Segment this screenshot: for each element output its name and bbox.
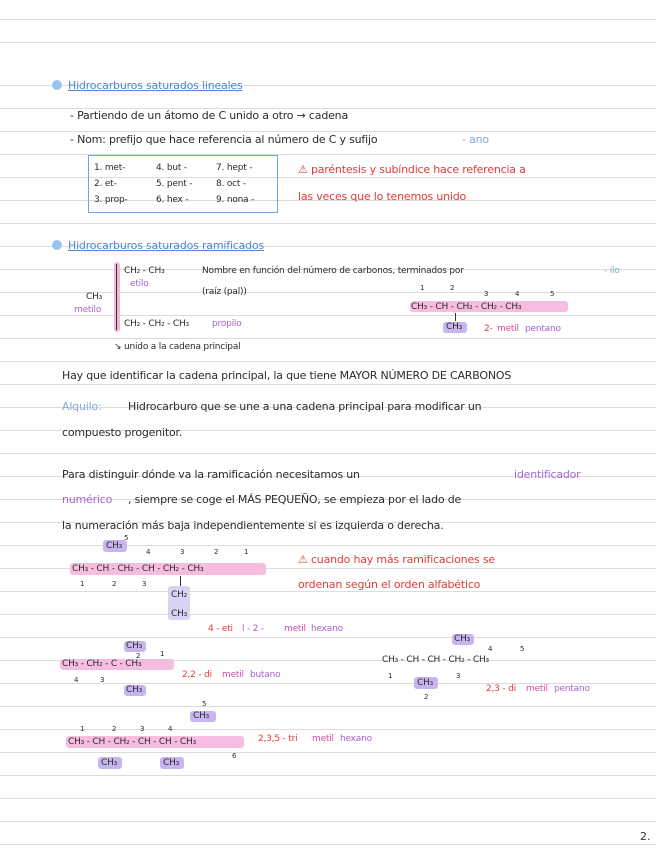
- heading-saturados-lineales: Hidrocarburos saturados lineales: [68, 79, 243, 92]
- dimetilbutano-num-2: 2: [136, 652, 141, 660]
- prefix-8: 8. oct -: [216, 179, 246, 189]
- dimetilpentano-name-a: 2,3 - di: [486, 684, 516, 694]
- trimetilhexano-up-num-4: 4: [168, 725, 173, 733]
- prefix-9: 9. nona -: [216, 195, 255, 205]
- branch-etilo: etilo: [130, 279, 149, 289]
- dimetilbutano-bottom: CH₃: [126, 685, 143, 695]
- dimetilpentano-num-4: 4: [488, 645, 493, 653]
- trimetilhexano-chain: CH₃ - CH - CH₂ - CH - CH - CH₃: [68, 737, 196, 747]
- trimetilhexano-top: CH₃: [193, 711, 210, 721]
- dimetilpentano-name-b: metil: [526, 684, 548, 694]
- line-nomenclatura-suffix: - ano: [462, 133, 489, 146]
- dimetilbutano-num-3: 3: [100, 676, 105, 684]
- bullet-dot: [52, 80, 62, 90]
- dimetilpentano-bottom: CH₃: [417, 678, 434, 688]
- branch-rule-suffix: - ilo: [604, 266, 620, 276]
- etilmetilhexano-low-num-3: 3: [142, 580, 147, 588]
- para-ramificacion-2a: numérico: [62, 493, 113, 506]
- metilpentano-chain: CH₃ - CH - CH₂ - CH₂ - CH₃: [411, 302, 522, 312]
- trimetilhexano-name-c: hexano: [340, 734, 372, 744]
- branch-rule-1: Nombre en función del número de carbonos, terminados por: [202, 266, 464, 276]
- trimetilhexano-bottom-1: CH₃: [101, 758, 118, 768]
- etilmetilhexano-name-a: 4 - eti: [208, 624, 233, 634]
- etilmetilhexano-name-d: hexano: [311, 624, 343, 634]
- page-number: 2.: [640, 830, 651, 843]
- warning-alfabetico-1: ⚠ cuando hay más ramificaciones se: [298, 553, 495, 566]
- trimetilhexano-bottom-2: CH₃: [163, 758, 180, 768]
- metilpentano-num-2: 2: [450, 284, 455, 292]
- metilpentano-num-4: 4: [515, 290, 520, 298]
- trimetilhexano-up-num-3: 3: [140, 725, 145, 733]
- etilmetilhexano-name-b: l - 2 -: [242, 624, 264, 634]
- metilpentano-name-num: 2-: [484, 324, 493, 334]
- etilmetilhexano-top: CH₃: [106, 541, 123, 551]
- metilpentano-name-metil: metil: [497, 324, 519, 334]
- line-nomenclatura: - Nom: prefijo que hace referencia al número de C y sufijo: [70, 133, 378, 146]
- dimetilpentano-num-5: 5: [520, 645, 525, 653]
- dimetilpentano-num-1: 1: [388, 672, 393, 680]
- para-ramificacion-1a: Para distinguir dónde va la ramificación necesitamos un: [62, 468, 360, 481]
- prefix-6: 6. hex -: [156, 195, 189, 205]
- dimetilpentano-name-c: pentano: [554, 684, 590, 694]
- etilmetilhexano-up-num-2: 2: [214, 548, 219, 556]
- line-partiendo: - Partiendo de un átomo de C unido a otro → cadena: [70, 109, 348, 122]
- para-ramificacion-1b: identificador: [514, 468, 581, 481]
- trimetilhexano-up-num-2: 2: [112, 725, 117, 733]
- branch-top-chain: CH₂ - CH₃: [124, 266, 165, 276]
- dimetilbutano-top: CH₃: [126, 641, 143, 651]
- alquilo-line-2: compuesto progenitor.: [62, 426, 183, 439]
- dimetilpentano-num-3: 3: [456, 672, 461, 680]
- metilpentano-num-3: 3: [484, 290, 489, 298]
- bullet-dot: [52, 240, 62, 250]
- etilmetilhexano-down-2: CH₃: [171, 609, 188, 619]
- alquilo-label: Alquilo:: [62, 400, 102, 413]
- dimetilpentano-chain: CH₃ - CH - CH - CH₂ - CH₃: [382, 655, 489, 665]
- metilpentano-sub: CH₃: [446, 322, 463, 332]
- metilpentano-num-5: 5: [550, 290, 555, 298]
- branch-metilo: metilo: [74, 305, 102, 315]
- metilpentano-name-pentano: pentano: [525, 324, 561, 334]
- dimetilbutano-chain: CH₃ - CH₂ - C - CH₃: [62, 659, 142, 669]
- etilmetilhexano-up-num-3: 3: [180, 548, 185, 556]
- dimetilbutano-num-1: 1: [160, 650, 165, 658]
- alquilo-line-1: Hidrocarburo que se une a una cadena principal para modificar un: [128, 400, 482, 413]
- dimetilpentano-top: CH₃: [454, 634, 471, 644]
- trimetilhexano-low-num-6: 6: [232, 752, 237, 760]
- etilmetilhexano-bond: [180, 576, 181, 586]
- etilmetilhexano-name-c: metil: [284, 624, 306, 634]
- warning-alfabetico-2: ordenan según el orden alfabético: [298, 578, 481, 591]
- etilmetilhexano-down-1: CH₂: [171, 590, 188, 600]
- prefix-7: 7. hept -: [216, 163, 253, 173]
- branch-rule-2: (raíz (pal)): [202, 287, 247, 297]
- branch-union: ↘ unido a la cadena principal: [114, 342, 241, 352]
- trimetilhexano-name-a: 2,3,5 - tri: [258, 734, 298, 744]
- trimetilhexano-top-num: 5: [202, 700, 207, 708]
- metilpentano-bond: [455, 313, 456, 321]
- etilmetilhexano-low-num-1: 1: [80, 580, 85, 588]
- prefix-5: 5. pent -: [156, 179, 193, 189]
- branch-propilo: propilo: [212, 319, 242, 329]
- branch-ch3: CH₃: [86, 292, 103, 302]
- etilmetilhexano-chain: CH₃ - CH - CH₂ - CH - CH₂ - CH₃: [72, 564, 204, 574]
- dimetilbutano-name-c: butano: [250, 670, 281, 680]
- prefix-2: 2. et-: [94, 179, 117, 189]
- branch-bracket-line: [116, 264, 117, 330]
- trimetilhexano-up-num-1: 1: [80, 725, 85, 733]
- dimetilbutano-name-a: 2,2 - di: [182, 670, 212, 680]
- dimetilbutano-name-b: metil: [222, 670, 244, 680]
- para-ramificacion-2b: , siempre se coge el MÁS PEQUEÑO, se empieza por el lado de: [128, 493, 462, 506]
- etilmetilhexano-up-num-4: 4: [146, 548, 151, 556]
- heading-saturados-ramificados: Hidrocarburos saturados ramificados: [68, 239, 264, 252]
- para-ramificacion-3: la numeración más baja independientemente si es izquierda o derecha.: [62, 519, 444, 532]
- prefix-4: 4. but -: [156, 163, 187, 173]
- etilmetilhexano-top-num: 5: [124, 534, 129, 542]
- prefix-1: 1. met-: [94, 163, 126, 173]
- etilmetilhexano-up-num-1: 1: [244, 548, 249, 556]
- para-cadena-principal: Hay que identificar la cadena principal, la que tiene MAYOR NÚMERO DE CARBONOS: [62, 369, 512, 382]
- warning-parentesis-1: ⚠ paréntesis y subíndice hace referencia a: [298, 163, 526, 176]
- etilmetilhexano-low-num-2: 2: [112, 580, 117, 588]
- branch-bottom-chain: CH₂ - CH₂ - CH₃: [124, 319, 189, 329]
- warning-parentesis-2: las veces que lo tenemos unido: [298, 190, 467, 203]
- trimetilhexano-name-b: metil: [312, 734, 334, 744]
- dimetilpentano-num-2: 2: [424, 693, 429, 701]
- metilpentano-num-1: 1: [420, 284, 425, 292]
- prefix-3: 3. prop-: [94, 195, 128, 205]
- dimetilbutano-num-4: 4: [74, 676, 79, 684]
